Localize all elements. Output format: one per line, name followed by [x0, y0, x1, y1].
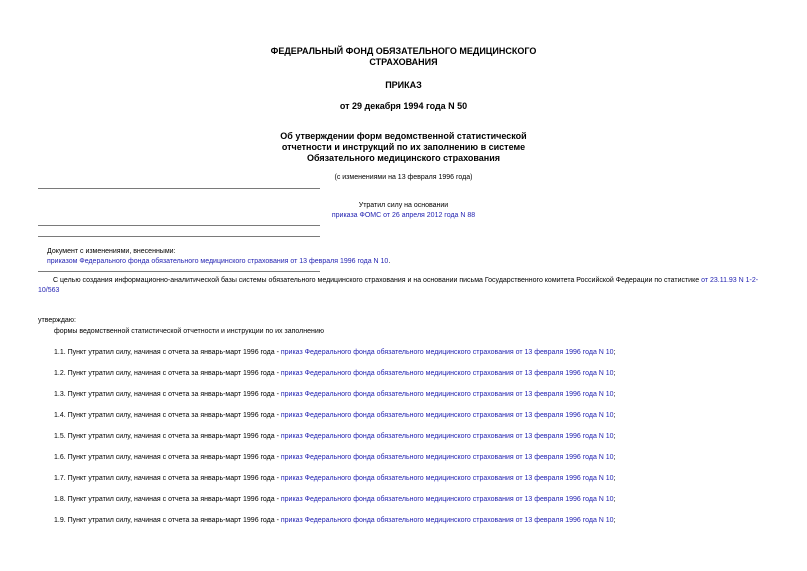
- intro-link[interactable]: от 23.11.93 N 1-2-10/563: [38, 277, 759, 294]
- changes-note-row: [47, 257, 390, 266]
- divider: [38, 225, 320, 226]
- item-link[interactable]: приказ Федерального фонда обязательного медицинского страхования от 13 февраля 1996 года N 10: [280, 517, 614, 524]
- item-text: Пункт утратил силу, начиная с отчета за январь-март 1996 года -: [65, 391, 281, 398]
- list-item: [54, 369, 616, 378]
- list-item: [54, 432, 616, 441]
- item-end: ;: [613, 391, 616, 398]
- item-number: 1.3.: [54, 391, 66, 398]
- item-link[interactable]: приказ Федерального фонда обязательного медицинского страхования от 13 февраля 1996 года N 10: [280, 475, 614, 482]
- item-number: 1.2.: [54, 370, 66, 377]
- item-text: Пункт утратил силу, начиная с отчета за январь-март 1996 года -: [65, 349, 281, 356]
- item-text: Пункт утратил силу, начиная с отчета за январь-март 1996 года -: [65, 496, 281, 503]
- divider: [38, 236, 320, 237]
- item-link[interactable]: приказ Федерального фонда обязательного медицинского страхования от 13 февраля 1996 года N 10: [280, 496, 614, 503]
- list-item: [54, 495, 616, 504]
- intro-text: С целью создания информационно-аналитической базы системы обязательного медицинского страхования и на основании письма Государственного комитета Российской Федерации по статистике: [53, 277, 702, 284]
- item-text: Пункт утратил силу, начиная с отчета за январь-март 1996 года -: [65, 412, 281, 419]
- list-item: [54, 390, 616, 399]
- changes-note-link[interactable]: приказом Федерального фонда обязательного медицинского страхования от 13 февраля 1996 года N 10: [47, 258, 389, 265]
- list-item: [54, 348, 616, 357]
- item-end: ;: [613, 454, 616, 461]
- item-end: ;: [613, 517, 616, 524]
- list-item: [54, 516, 616, 525]
- item-number: 1.8.: [54, 496, 66, 503]
- item-text: Пункт утратил силу, начиная с отчета за январь-март 1996 года -: [65, 370, 281, 377]
- org-name-line1: ФЕДЕРАЛЬНЫЙ ФОНД ОБЯЗАТЕЛЬНОГО МЕДИЦИНСКОГО: [270, 46, 537, 56]
- item-link[interactable]: приказ Федерального фонда обязательного медицинского страхования от 13 февраля 1996 года N 10: [280, 412, 614, 419]
- item-end: ;: [613, 475, 616, 482]
- doc-title-line1: Об утверждении форм ведомственной статистической: [280, 131, 527, 141]
- item-number: 1.7.: [54, 475, 66, 482]
- item-text: Пункт утратил силу, начиная с отчета за январь-март 1996 года -: [65, 517, 281, 524]
- item-end: ;: [613, 496, 616, 503]
- org-name-line2: СТРАХОВАНИЯ: [369, 57, 438, 67]
- item-text: Пункт утратил силу, начиная с отчета за январь-март 1996 года -: [65, 433, 281, 440]
- item-link[interactable]: приказ Федерального фонда обязательного медицинского страхования от 13 февраля 1996 года N 10: [280, 349, 614, 356]
- list-item: [54, 411, 616, 420]
- intro-paragraph: [38, 276, 773, 296]
- list-item: [54, 453, 616, 462]
- item-number: 1.4.: [54, 412, 66, 419]
- doc-title-line2: отчетности и инструкций по их заполнению в системе: [281, 142, 526, 152]
- doc-title-line3: Обязательного медицинского страхования: [306, 153, 501, 163]
- item-link[interactable]: приказ Федерального фонда обязательного медицинского страхования от 13 февраля 1996 года N 10: [280, 370, 614, 377]
- item-number: 1.6.: [54, 454, 66, 461]
- doc-date-number: от 29 декабря 1994 года N 50: [339, 101, 468, 111]
- item-end: ;: [613, 412, 616, 419]
- item-link[interactable]: приказ Федерального фонда обязательного медицинского страхования от 13 февраля 1996 года N 10: [280, 391, 614, 398]
- changes-note-label: Документ с изменениями, внесенными:: [47, 248, 176, 255]
- approve-label: утверждаю:: [38, 317, 76, 324]
- approve-subject: формы ведомственной статистической отчетности и инструкции по их заполнению: [54, 328, 325, 335]
- item-link[interactable]: приказ Федерального фонда обязательного медицинского страхования от 13 февраля 1996 года N 10: [280, 433, 614, 440]
- list-item: [54, 474, 616, 483]
- amendments-note: (с изменениями на 13 февраля 1996 года): [334, 174, 473, 181]
- item-number: 1.1.: [54, 349, 66, 356]
- item-text: Пункт утратил силу, начиная с отчета за январь-март 1996 года -: [65, 475, 281, 482]
- item-link[interactable]: приказ Федерального фонда обязательного медицинского страхования от 13 февраля 1996 года N 10: [280, 454, 614, 461]
- divider: [38, 188, 320, 189]
- repeal-link[interactable]: приказа ФОМС от 26 апреля 2012 года N 88: [331, 212, 476, 219]
- item-end: ;: [613, 349, 616, 356]
- item-end: ;: [613, 433, 616, 440]
- doc-type: ПРИКАЗ: [385, 80, 422, 90]
- repeal-text: Утратил силу на основании: [358, 202, 449, 209]
- item-number: 1.9.: [54, 517, 66, 524]
- changes-note-end: .: [388, 258, 391, 265]
- item-end: ;: [613, 370, 616, 377]
- item-number: 1.5.: [54, 433, 66, 440]
- item-text: Пункт утратил силу, начиная с отчета за январь-март 1996 года -: [65, 454, 281, 461]
- divider: [38, 271, 320, 272]
